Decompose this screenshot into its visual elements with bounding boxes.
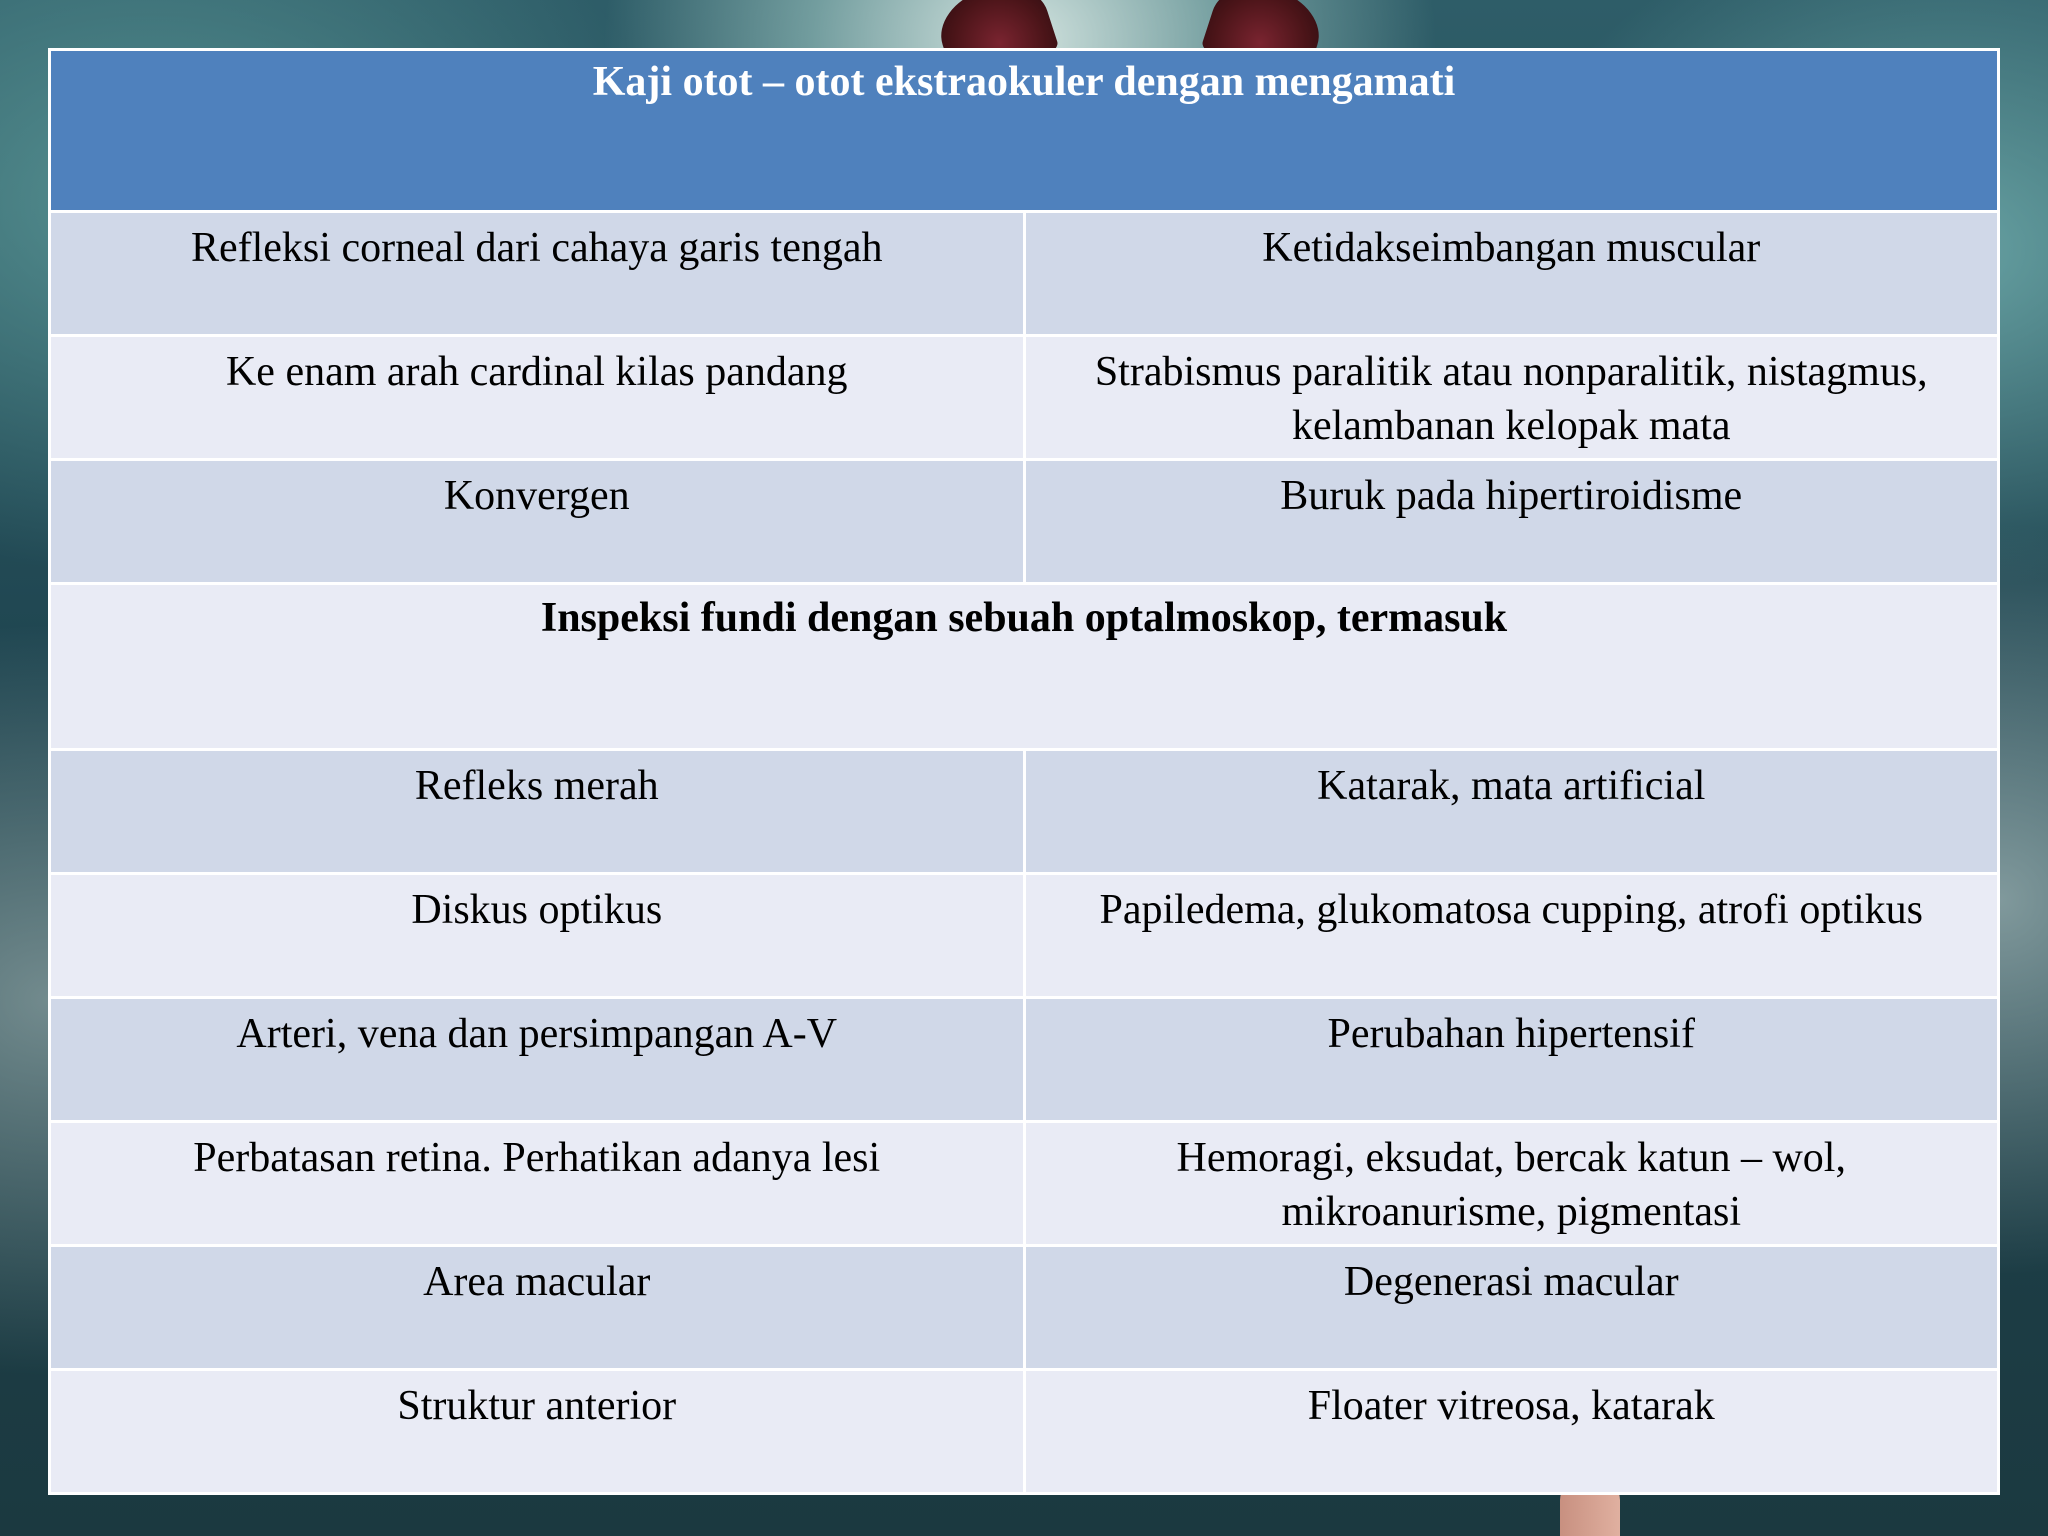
- row-left-cell: Area macular: [50, 1246, 1025, 1370]
- section-title-row: [50, 584, 1999, 750]
- row-left-cell: Struktur anterior: [50, 1370, 1025, 1494]
- table-row: [50, 1370, 1999, 1494]
- table-row: [50, 998, 1999, 1122]
- row-right-cell: Katarak, mata artificial: [1024, 750, 1999, 874]
- row-right-cell: Perubahan hipertensif: [1024, 998, 1999, 1122]
- table-header-row: [50, 50, 1999, 212]
- row-left-cell: Diskus optikus: [50, 874, 1025, 998]
- row-right-cell: Buruk pada hipertiroidisme: [1024, 460, 1999, 584]
- table-row: [50, 460, 1999, 584]
- row-right-cell: Floater vitreosa, katarak: [1024, 1370, 1999, 1494]
- row-left-cell: Ke enam arah cardinal kilas pandang: [50, 336, 1025, 460]
- assessment-table-container: [48, 48, 2000, 1488]
- table-row: [50, 336, 1999, 460]
- row-left-cell: Perbatasan retina. Perhatikan adanya lesi: [50, 1122, 1025, 1246]
- row-right-cell: Degenerasi macular: [1024, 1246, 1999, 1370]
- table-row: [50, 874, 1999, 998]
- table-header: Kaji otot – otot ekstraokuler dengan mengamati: [50, 50, 1999, 212]
- row-left-cell: Refleks merah: [50, 750, 1025, 874]
- row-left-cell: Refleksi corneal dari cahaya garis tengah: [50, 212, 1025, 336]
- section-title: Inspeksi fundi dengan sebuah optalmoskop, termasuk: [50, 584, 1999, 750]
- row-right-cell: Strabismus paralitik atau nonparalitik, nistagmus, kelambanan kelopak mata: [1024, 336, 1999, 460]
- row-right-cell: Hemoragi, eksudat, bercak katun – wol, mikroanurisme, pigmentasi: [1024, 1122, 1999, 1246]
- table-row: [50, 212, 1999, 336]
- row-right-cell: Ketidakseimbangan muscular: [1024, 212, 1999, 336]
- row-left-cell: Konvergen: [50, 460, 1025, 584]
- row-right-cell: Papiledema, glukomatosa cupping, atrofi optikus: [1024, 874, 1999, 998]
- assessment-table: [48, 48, 2000, 1495]
- table-row: [50, 750, 1999, 874]
- table-row: [50, 1122, 1999, 1246]
- row-left-cell: Arteri, vena dan persimpangan A-V: [50, 998, 1025, 1122]
- table-row: [50, 1246, 1999, 1370]
